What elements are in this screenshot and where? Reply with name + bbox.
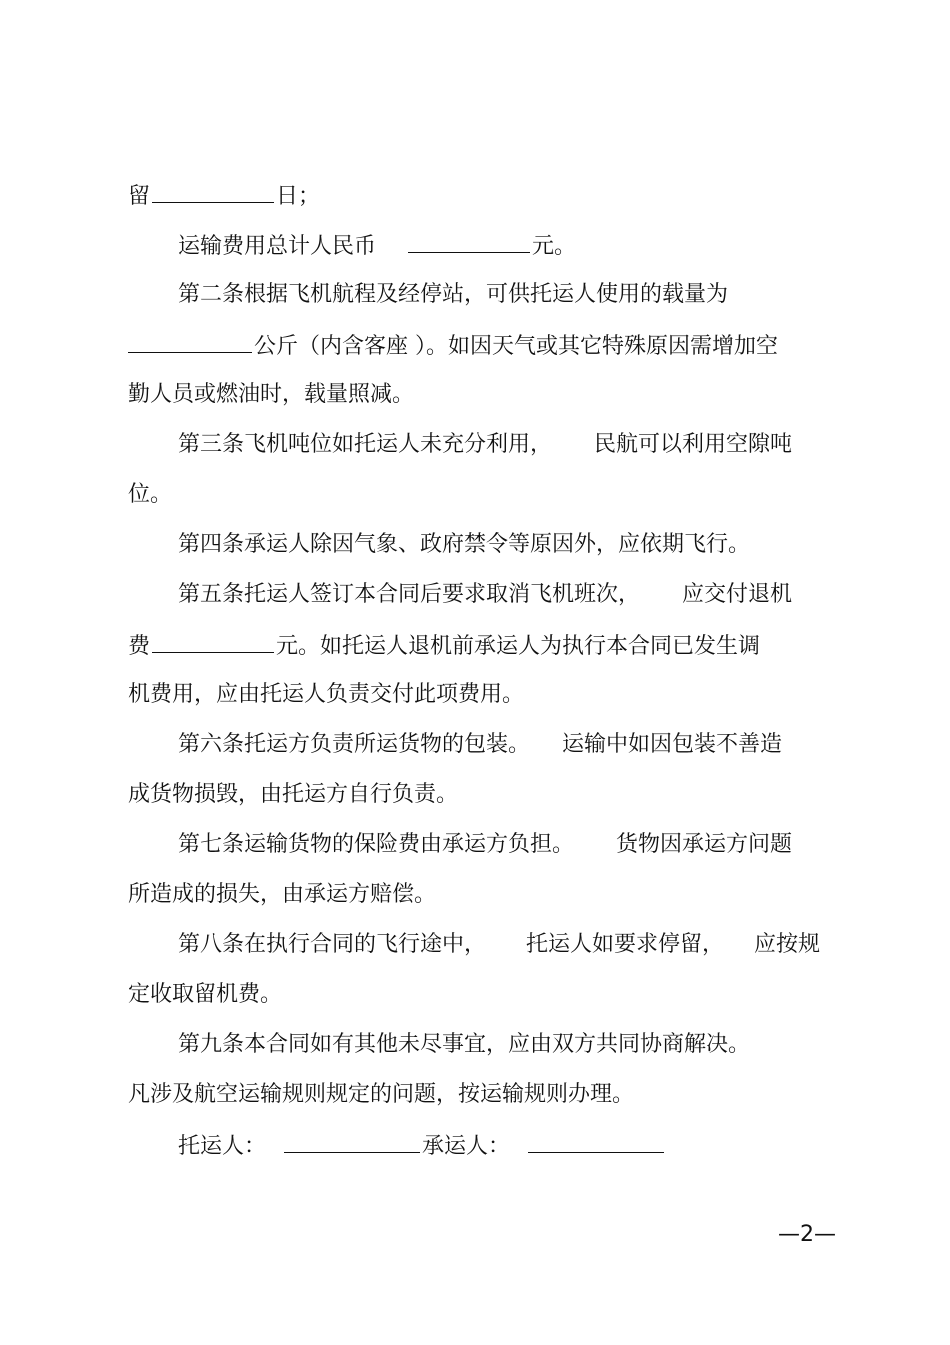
- text-line: 机费用，应由托运人负责交付此项费用。: [128, 682, 525, 707]
- fill-in-blank: [408, 230, 530, 253]
- carrier-signature-blank: [528, 1130, 664, 1153]
- text-line: 第九条本合同如有其他未尽事宜，应由双方共同协商解决。: [178, 1032, 751, 1057]
- text-line: 费 元。如托运人退机前承运人为执行本合同已发生调: [128, 630, 760, 662]
- fill-in-blank: [152, 630, 274, 653]
- signature-line: [178, 1130, 666, 1162]
- text-line: 第八条在执行合同的飞行途中， 托运人如要求停留， 应按规: [178, 932, 821, 957]
- fill-in-blank: [128, 330, 252, 353]
- text-line: 运输费用总计人民币 元。: [178, 230, 576, 262]
- text-line: 成货物损毁，由托运方自行负责。: [128, 782, 459, 807]
- text-line: 第二条根据飞机航程及经停站，可供托运人使用的载量为: [178, 282, 729, 307]
- shipper-label: 托运人：: [178, 1134, 267, 1159]
- text-line: 第七条运输货物的保险费由承运方负担。 货物因承运方问题: [178, 832, 793, 857]
- text-line: 第五条托运人签订本合同后要求取消飞机班次， 应交付退机: [178, 582, 793, 607]
- shipper-signature-blank: [284, 1130, 420, 1153]
- text-line: 公斤（内含客座 ）。如因天气或其它特殊原因需增加空: [126, 330, 778, 362]
- page-number: —2—: [778, 1222, 836, 1247]
- text-line: 位。: [128, 482, 173, 507]
- text-line: 勤人员或燃油时，载量照减。: [128, 382, 415, 407]
- text-line: 第三条飞机吨位如托运人未充分利用， 民航可以利用空隙吨: [178, 432, 793, 457]
- fill-in-blank: [152, 180, 274, 203]
- text-line: 定收取留机费。: [128, 982, 283, 1007]
- carrier-label: 承运人：: [422, 1134, 511, 1159]
- text-line: 凡涉及航空运输规则规定的问题，按运输规则办理。: [128, 1082, 635, 1107]
- text-line: 第六条托运方负责所运货物的包装。 运输中如因包装不善造: [178, 732, 783, 757]
- text-line: 留 日；: [128, 180, 320, 212]
- text-line: 第四条承运人除因气象、政府禁令等原因外，应依期飞行。: [178, 532, 751, 557]
- text-line: 所造成的损失，由承运方赔偿。: [128, 882, 437, 907]
